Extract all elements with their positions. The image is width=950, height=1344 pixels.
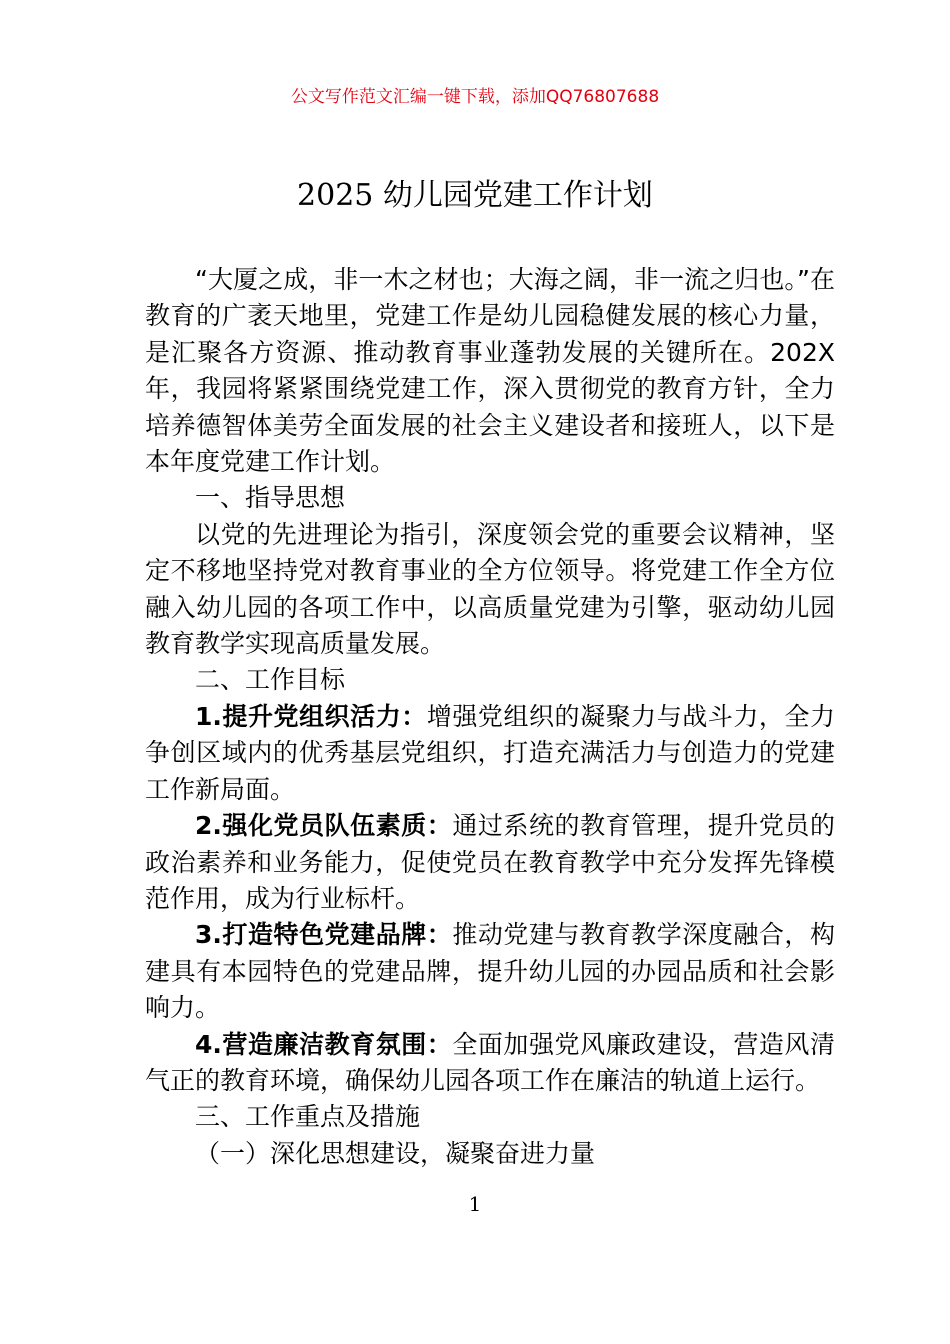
goal-label: 4.营造廉洁教育氛围： xyxy=(195,1029,453,1059)
document-title: 2025 幼儿园党建工作计划 xyxy=(297,178,653,213)
section-heading-key-measures: 三、工作重点及措施 xyxy=(195,1102,421,1132)
goal-item xyxy=(145,699,835,808)
goal-text: 推动党建与教育教学深度融合，构建具有本园特色的党建品牌，提升幼儿园的办园品质和社会影响力。 xyxy=(145,920,835,1023)
goal-label: 1.提升党组织活力： xyxy=(195,701,427,731)
goal-text: 全面加强党风廉政建设，营造风清气正的教育环境，确保幼儿园各项工作在廉洁的轨道上运行。 xyxy=(145,1029,835,1095)
section-heading-guiding-ideology: 一、指导思想 xyxy=(195,483,346,513)
download-banner: 公文写作范文汇编一键下载，添加QQ76807688 xyxy=(290,87,660,107)
goal-item xyxy=(145,808,835,917)
intro-paragraph: “大厦之成，非一木之材也；大海之阔，非一流之归也。”在教育的广袤天地里，党建工作是幼儿园稳健发展的核心力量，是汇聚各方资源、推动教育事业蓬勃发展的关键所在。202X 年，我园将紧紧围绕党建工作，深入贯彻党的教育方针，全力培养德智体美劳全面发展的社会主义建设者和接班人，以下是本年度党建工作计划。 xyxy=(145,265,835,477)
document-body xyxy=(145,262,835,1172)
goal-item xyxy=(145,917,835,1026)
goal-text: 通过系统的教育管理，提升党员的政治素养和业务能力，促使党员在教育教学中充分发挥先锋模范作用，成为行业标杆。 xyxy=(145,811,835,913)
goal-text: 增强党组织的凝聚力与战斗力，全力争创区域内的优秀基层党组织，打造充满活力与创造力的党建工作新局面。 xyxy=(145,701,835,804)
goal-item xyxy=(145,1027,835,1100)
subsection-heading-ideology: （一）深化思想建设，凝聚奋进力量 xyxy=(195,1138,596,1168)
goal-label: 3.打造特色党建品牌： xyxy=(195,920,453,950)
guiding-ideology-paragraph: 以党的先进理论为指引，深度领会党的重要会议精神，坚定不移地坚持党对教育事业的全方位领导。将党建工作全方位融入幼儿园的各项工作中，以高质量党建为引擎，驱动幼儿园教育教学实现高质量发展。 xyxy=(145,519,835,659)
section-heading-work-goals: 二、工作目标 xyxy=(195,665,346,695)
goal-label: 2.强化党员队伍素质： xyxy=(195,811,453,841)
page-number: 1 xyxy=(468,1192,482,1216)
